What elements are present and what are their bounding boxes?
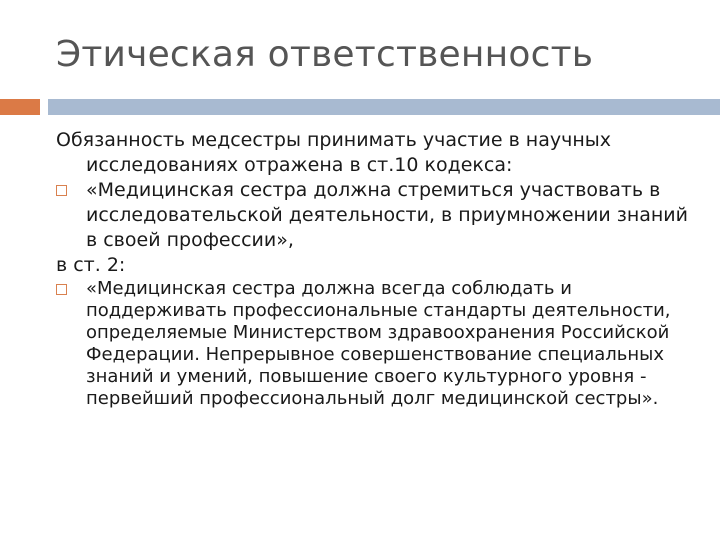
intro-paragraph: Обязанность медсестры принимать участие в научных исследованиях отражена в ст.10 кодекса: [56,129,612,176]
title-accent-bar [0,99,40,115]
bullet-item-1 [56,178,704,253]
slide-body [56,128,704,410]
article-2-paragraph: в ст. 2: [56,254,126,276]
title-divider-bar [48,99,720,115]
bullet-item-1-text: «Медицинская сестра должна стремиться участвовать в исследовательской деятельности, в приумножении знаний в своей профессии», [86,179,688,251]
checkbox-icon [56,284,67,295]
bullet-item-2-text: «Медицинская сестра должна всегда соблюдать и поддерживать профессиональные стандарты деятельности, определяемые Министерством здравоохранения Российской Федерации. Непрерывное совершенствование специальных знаний и умений, повышение своего культурного уровня - первейший профессиональный долг медицинской сестры». [86,278,671,409]
checkbox-icon [56,185,67,196]
slide-title: Этическая ответственность [56,34,594,75]
bullet-item-2 [56,278,704,410]
